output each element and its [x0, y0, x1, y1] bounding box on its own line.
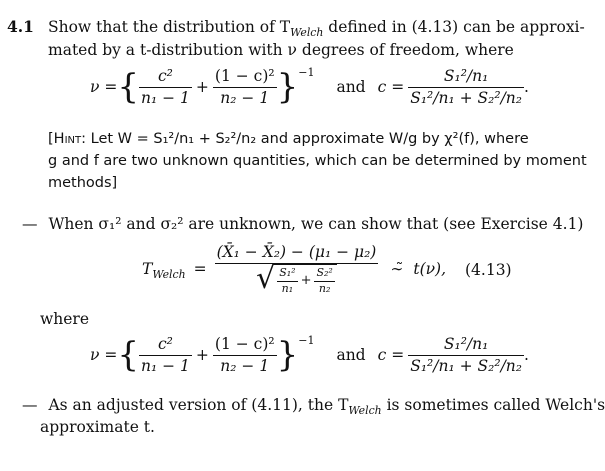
- nu-equation-bottom: ν = { c² n₁ − 1 + $\frac{\text{(1 − c)²}}{\text{n₂ − 1}}$ } $^{-1}$ and c = $\frac{\text{S₁²/n₁}}{\text{S₁²/n₁ + S₂²/n₂}}$ .: [90, 334, 529, 376]
- hint-line3: methods]: [48, 175, 118, 191]
- bullet-unknown-variances: — When σ₁² and σ₂² are unknown, we can show that (see Exercise 4.1): [22, 215, 584, 233]
- problem-number: 4.1: [7, 17, 34, 36]
- bullet-adjusted-version-line2: approximate t.: [40, 418, 155, 436]
- where-label: where: [40, 310, 90, 328]
- t-welch-equation: T $_{Welch}$ = (X̄₁ − X̄₂) − (μ₁ − μ₂) √ S₁² n₁ + $\frac{\text{S₂²}}{\text{n₂}}$ ∼̃ t(ν),: [142, 243, 447, 296]
- problem-text-line1: Show that the distribution of $T_{Welch}$ defined in (4.13) can be approxi-: [48, 18, 585, 40]
- hint-line2: g and f are two unknown quantities, which can be determined by moment: [48, 153, 587, 169]
- nu-equation-top: ν = { c² n₁ − 1 + $\frac{\text{(1 − c)²}}{\text{n₂ − 1}}$ } $^{-1}$ and c = $\frac{\text{S₁²/n₁}}{\text{S₁²/n₁ + S₂²/n₂}}$ .: [90, 66, 529, 108]
- hint-line1: [Hint: Let W = S₁²/n₁ + S₂²/n₂ and approximate W/g by χ²(f), where: [48, 131, 529, 147]
- bullet-adjusted-version: — As an adjusted version of (4.11), the $T_{Welch}$ is sometimes called Welch's: [22, 396, 605, 418]
- equation-tag: (4.13): [465, 261, 512, 279]
- problem-text-line2: mated by a t-distribution with ν degrees of freedom, where: [48, 41, 514, 59]
